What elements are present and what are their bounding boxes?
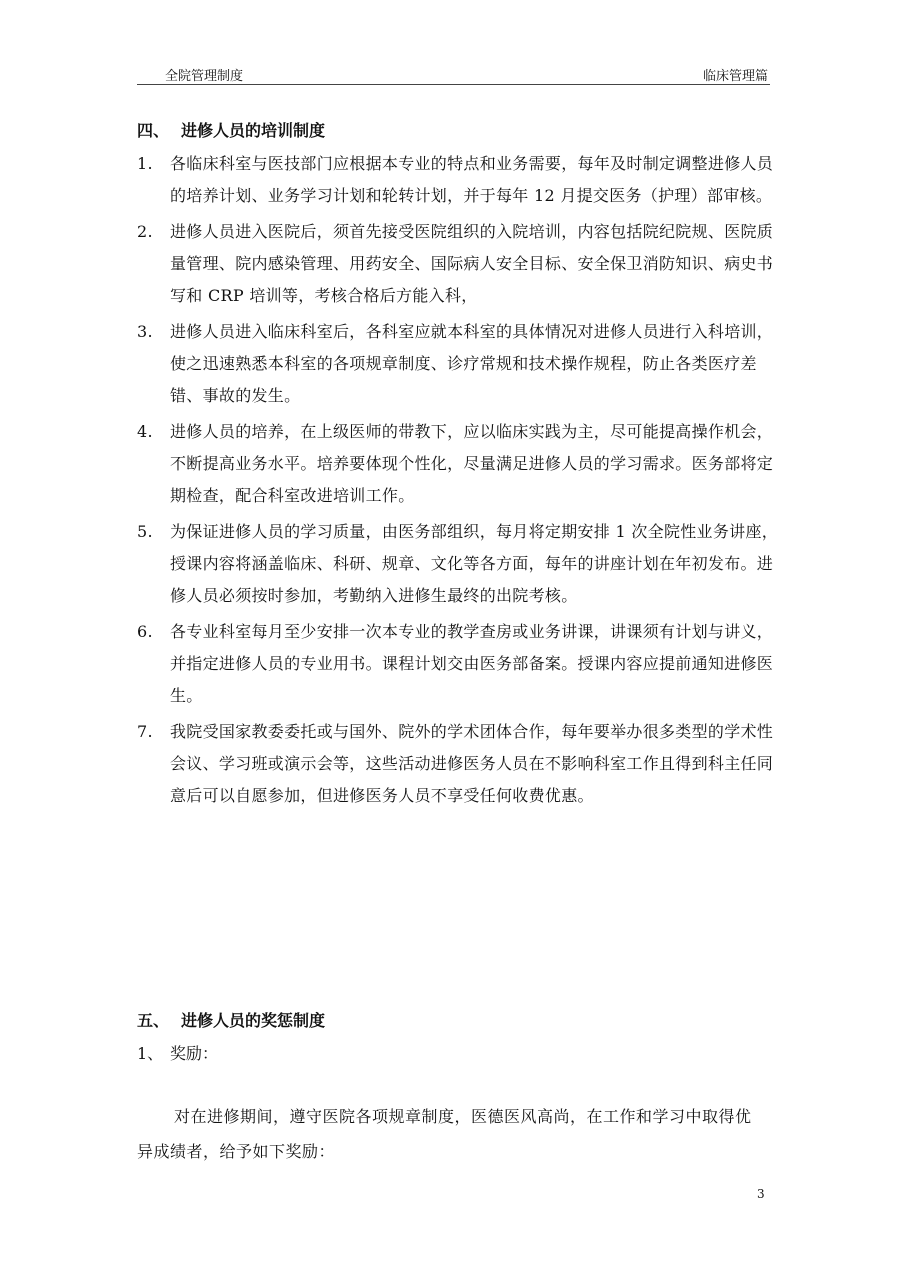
section-4-title: 进修人员的培训制度 [181, 121, 326, 140]
list-item [137, 616, 787, 712]
list-item-number: 1. [137, 154, 153, 173]
list-item-number: 7. [137, 722, 153, 741]
section-5-title: 进修人员的奖惩制度 [181, 1011, 326, 1030]
list-item [137, 148, 787, 212]
list-item [137, 416, 787, 512]
page-number: 3 [757, 1187, 765, 1201]
list-item [137, 316, 787, 412]
list-item-number: 4. [137, 422, 153, 441]
list-item-text: 为保证进修人员的学习质量，由医务部组织，每月将定期安排 1 次全院性业务讲座，授课内容将涵盖临床、科研、规章、文化等各方面，每年的讲座计划在年初发布。进修人员必须按时参加，考勤纳入进修生最终的出院考核。 [170, 522, 779, 605]
list-item [137, 716, 787, 812]
list-item-number: 2. [137, 222, 153, 241]
list-item-text: 各临床科室与医技部门应根据本专业的特点和业务需要，每年及时制定调整进修人员的培养计划、业务学习计划和轮转计划，并于每年 12 月提交医务（护理）部审核。 [170, 154, 774, 205]
subsection-heading [137, 1041, 218, 1064]
list-item-text: 各专业科室每月至少安排一次本专业的教学查房或业务讲课，讲课须有计划与讲义，并指定进修人员的专业用书。课程计划交由医务部备案。授课内容应提前通知进修医生。 [170, 622, 774, 705]
section-5-heading [137, 1008, 325, 1031]
list-item-number: 6. [137, 622, 153, 641]
list-item-number: 3. [137, 322, 153, 341]
page-header [137, 60, 770, 85]
reward-paragraph: 对在进修期间，遵守医院各项规章制度，医德医风高尚，在工作和学习中取得优异成绩者，给予如下奖励： [137, 1107, 752, 1161]
section-4-number: 四、 [137, 121, 170, 140]
subsection-number: 1、 [137, 1044, 164, 1063]
list-item-number: 5. [137, 522, 153, 541]
header-right-title: 临床管理篇 [702, 69, 768, 84]
list-item-text: 我院受国家教委委托或与国外、院外的学术团体合作，每年要举办很多类型的学术性会议、学习班或演示会等，这些活动进修医务人员在不影响科室工作且得到科主任同意后可以自愿参加，但进修医务人员不享受任何收费优惠。 [170, 722, 774, 805]
list-item-text: 进修人员的培养，在上级医师的带教下，应以临床实践为主，尽可能提高操作机会，不断提高业务水平。培养要体现个性化，尽量满足进修人员的学习需求。医务部将定期检查，配合科室改进培训工作。 [170, 422, 774, 505]
section-4-heading [137, 118, 325, 141]
training-rules-list [137, 148, 787, 816]
list-item-text: 进修人员进入医院后，须首先接受医院组织的入院培训，内容包括院纪院规、医院质量管理、院内感染管理、用药安全、国际病人安全目标、安全保卫消防知识、病史书写和 CRP 培训等，考核合格后方能入科， [170, 222, 774, 305]
list-item [137, 216, 787, 312]
list-item [137, 516, 787, 612]
header-left-title: 全院管理制度 [165, 69, 244, 84]
subsection-title: 奖励： [170, 1044, 219, 1063]
list-item-text: 进修人员进入临床科室后，各科室应就本科室的具体情况对进修人员进行入科培训，使之迅速熟悉本科室的各项规章制度、诊疗常规和技术操作规程，防止各类医疗差错、事故的发生。 [170, 322, 774, 405]
section-5-number: 五、 [137, 1011, 170, 1030]
